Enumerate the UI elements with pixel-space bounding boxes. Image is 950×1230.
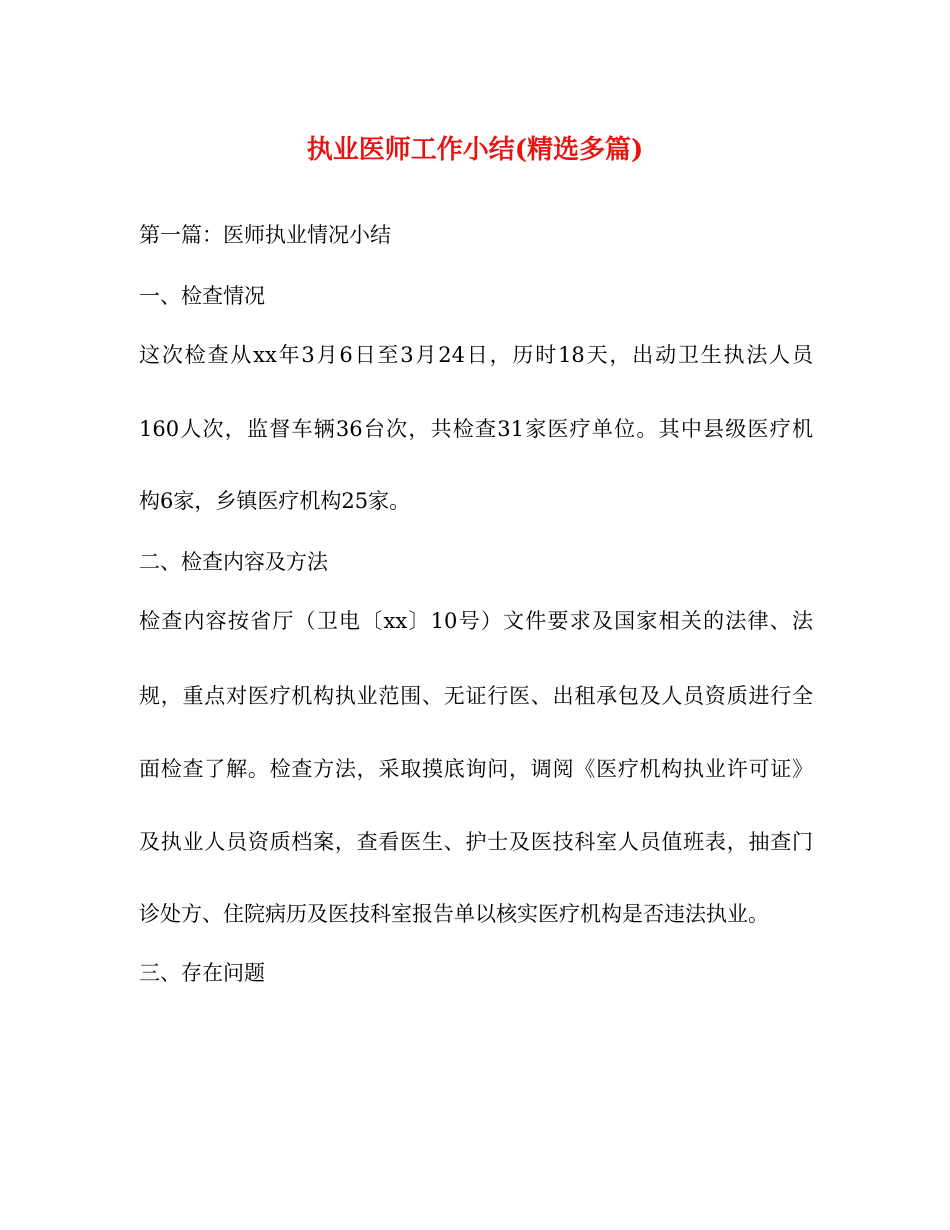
paragraph-line: 面检查了解。检查方法，采取摸底询问，调阅《医疗机构执业许可证》 (139, 757, 813, 781)
section-heading-part-one: 第一篇：医师执业情况小结 (139, 223, 391, 247)
section-heading-problems: 三、存在问题 (139, 961, 265, 985)
paragraph-line: 及执业人员资质档案，查看医生、护士及医技科室人员值班表，抽查门 (139, 830, 813, 854)
paragraph-line: 构6家，乡镇医疗机构25家。 (139, 489, 411, 513)
section-heading-content-method: 二、检查内容及方法 (139, 550, 328, 574)
document-title: 执业医师工作小结(精选多篇) (306, 135, 644, 165)
paragraph-line: 这次检查从xx年3月6日至3月24日，历时18天，出动卫生执法人员 (139, 343, 813, 367)
paragraph-line: 诊处方、住院病历及医技科室报告单以核实医疗机构是否违法执业。 (139, 902, 769, 926)
paragraph-line: 160人次，监督车辆36台次，共检查31家医疗单位。其中县级医疗机 (139, 417, 813, 441)
paragraph-line: 检查内容按省厅（卫电〔xx〕10号）文件要求及国家相关的法律、法 (139, 609, 813, 633)
paragraph-line: 规，重点对医疗机构执业范围、无证行医、出租承包及人员资质进行全 (139, 684, 813, 708)
section-heading-inspection: 一、检查情况 (139, 284, 265, 308)
